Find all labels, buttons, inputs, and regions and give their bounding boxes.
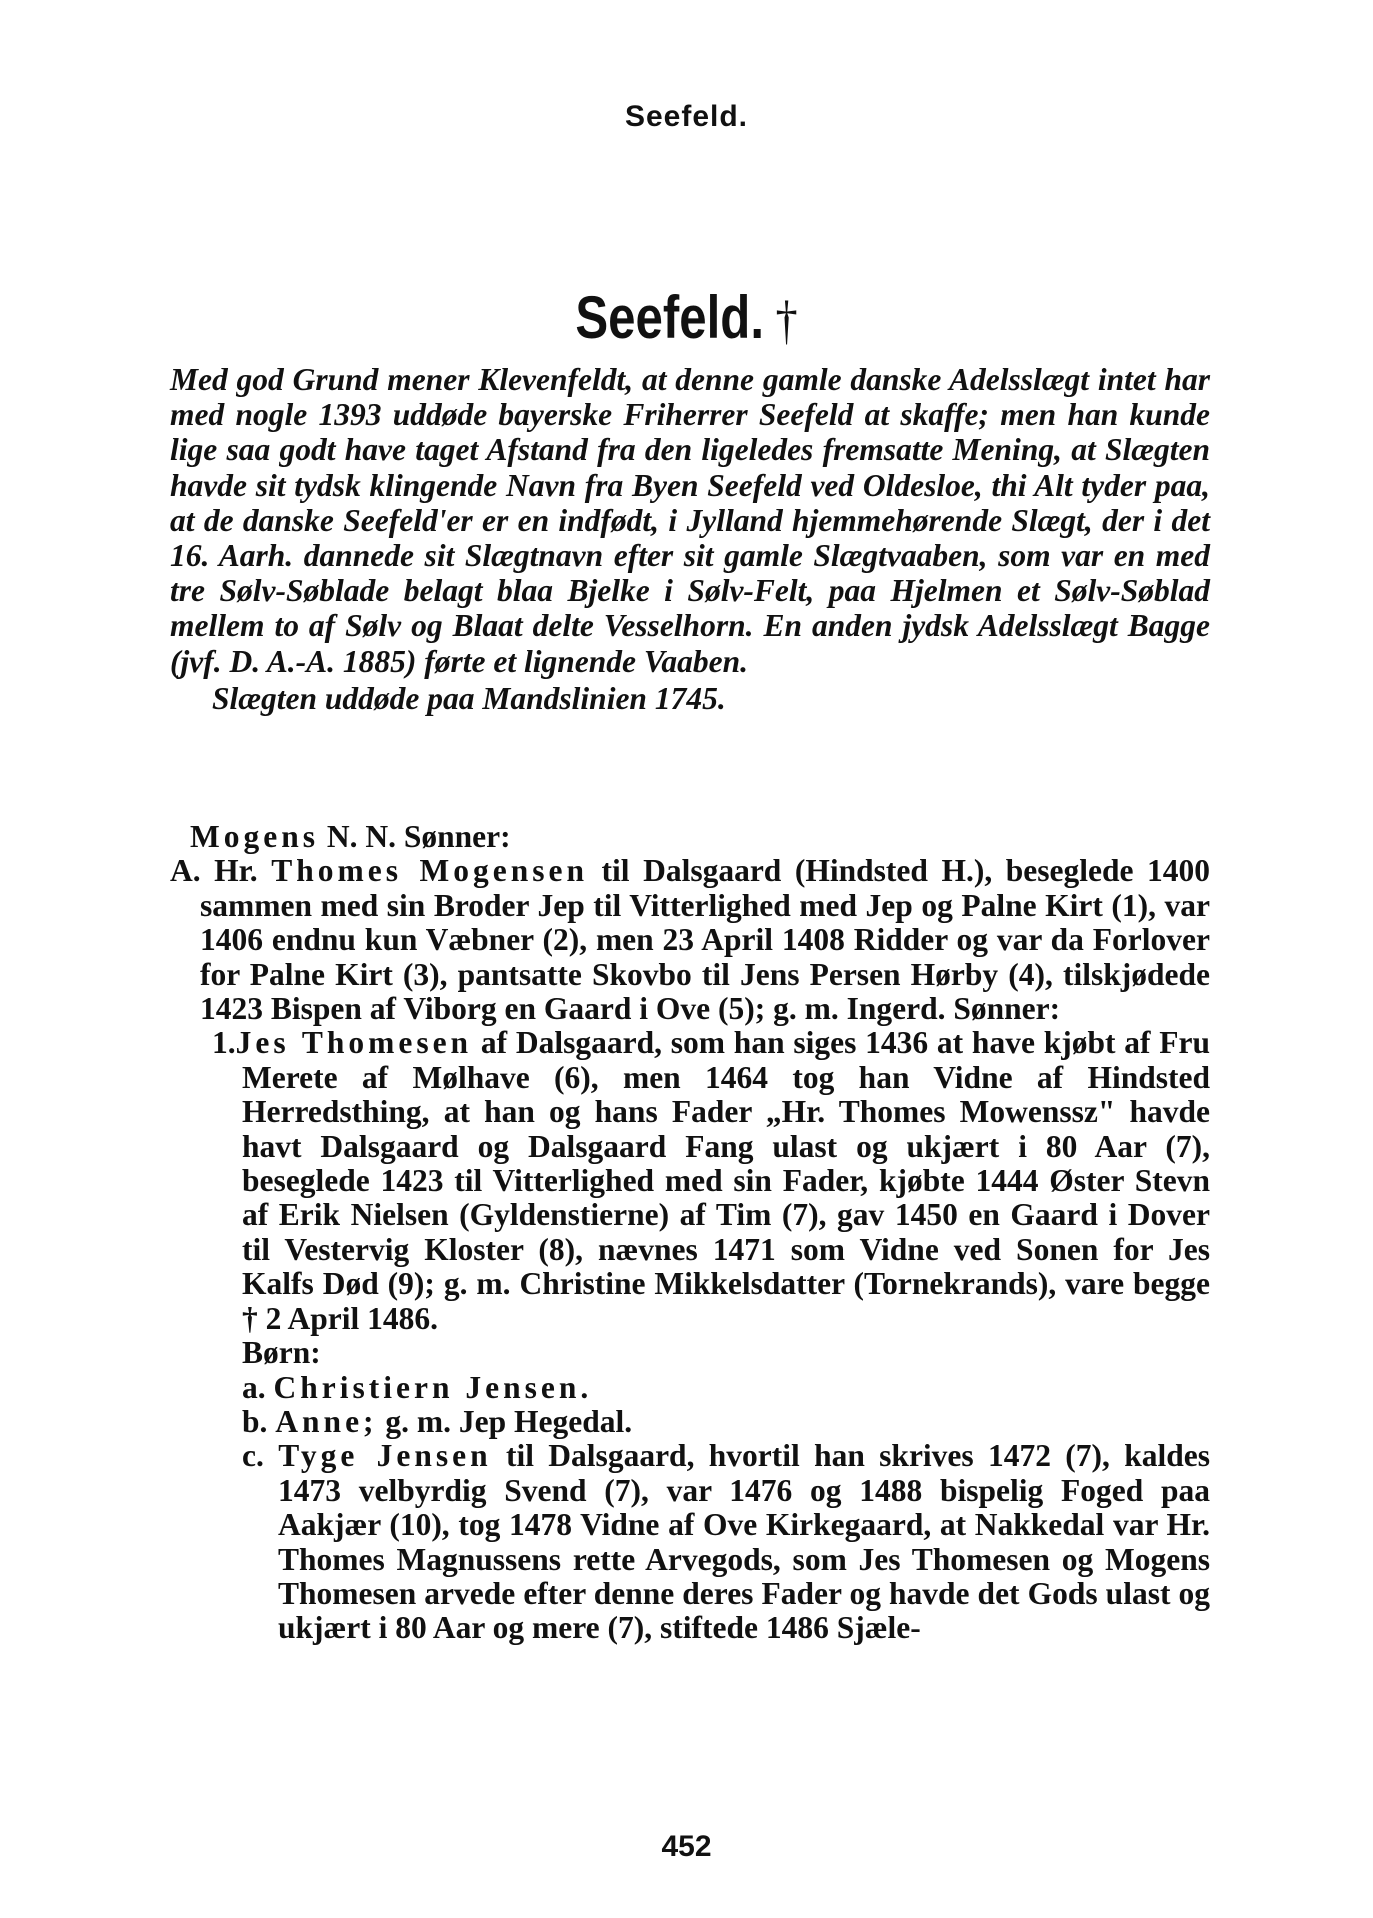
entry-a-text: til Dalsgaard (Hindsted H.), beseglede 1400 sammen med sin Broder Jep til Vitterlighed med Jep og Palne Kirt (1), var 1406 endnu kun Væbner (2), men 23 April 1408 Ridder og var da Forlover for Palne Kirt (3), pantsatte Skovbo til Jens Persen Hørby (4), tilskjødede 1423 Bispen af Viborg en Gaard i Ove (5); g. m. Ingerd. Sønner: <box>200 853 1211 1027</box>
page-number: 452 <box>661 1830 712 1863</box>
genealogy-section <box>170 820 1210 1646</box>
dagger-mark: † <box>775 290 798 350</box>
entry-a <box>170 854 1210 1026</box>
child-c-name: Tyge Jensen <box>278 1438 492 1474</box>
child-a-name: Christiern Jensen. <box>273 1369 593 1405</box>
page-title <box>124 283 1250 352</box>
child-c-text: til Dalsgaard, hvortil han skrives 1472 (7), kaldes 1473 velbyrdig Svend (7), var 1476 og 1488 bispelig Foged paa Aakjær (10), tog 1478 Vidne af Ove Kirkegaard, at Nakkedal var Hr. Thomes Magnussens rette Arvegods, som Jes Thomesen og Mogens Thomesen arvede efter denne deres Fader og havde det Gods ulast og ukjært i 80 Aar og mere (7), stiftede 1486 Sjæle- <box>278 1438 1211 1646</box>
title-text: Seefeld. <box>575 284 765 351</box>
entry-a-name: Thomes Mogensen <box>271 853 588 889</box>
entry-1-text: af Dalsgaard, som han siges 1436 at have kjøbt af Fru Merete af Mølhave (6), men 1464 tog han Vidne af Hindsted Herredsthing, at han og hans Fader „Hr. Thomes Mowenssz" havde havt Dalsgaard og Dalsgaard Fang ulast og ukjært i 80 Aar (7), beseglede 1423 til Vitterlighed med sin Fader, kjøbte 1444 Øster Stevn af Erik Nielsen (Gyldenstierne) af Tim (7), gav 1450 en Gaard i Dover til Vestervig Kloster (8), nævnes 1471 som Vidne ved Sonen for Jes Kalfs Død (9); g. m. Christine Mikkelsdatter (Tornekrands), vare begge † 2 April 1486. <box>242 1025 1210 1336</box>
child-c <box>170 1439 1210 1645</box>
child-c-label: c. <box>242 1438 264 1474</box>
intro-section <box>170 362 1210 716</box>
children-heading: Børn: <box>242 1335 321 1371</box>
extinction-note: Slægten uddøde paa Mandslinien 1745. <box>212 680 726 716</box>
child-b-name: Anne; <box>275 1403 378 1439</box>
intro-paragraph: Med god Grund mener Klevenfeldt, at denne gamle danske Adelsslægt intet har med nogle 1393 uddøde bayerske Friherrer Seefeld at skaffe; men han kunde lige saa godt have taget Afstand fra den ligeledes fremsatte Mening, at Slægten havde sit tydsk klingende Navn fra Byen Seefeld ved Oldesloe, thi Alt tyder paa, at de danske Seefeld'er er en indfødt, i Jylland hjemmehørende Slægt, der i det 16. Aarh. dannede sit Slægtnavn efter sit gamle Slægtvaaben, som var en med tre Sølv-Søblade belagt blaa Bjelke i Sølv-Felt, paa Hjelmen et Sølv-Søblad mellem to af Sølv og Blaat delte Vesselhorn. En anden jydsk Adelsslægt Bagge (jvf. D. A.-A. 1885) førte et lignende Vaaben. <box>170 362 1210 679</box>
child-b <box>170 1405 1210 1439</box>
entry-1 <box>170 1026 1210 1336</box>
child-b-text: g. m. Jep Hegedal. <box>385 1403 633 1439</box>
entry-1-label: 1. <box>212 1025 236 1061</box>
genealogy-heading <box>170 820 1210 854</box>
heading-name: Mogens <box>190 819 319 854</box>
entry-a-label: A. Hr. <box>170 853 258 889</box>
entry-1-name: Jes Thomesen <box>235 1025 473 1061</box>
child-a-label: a. <box>242 1369 266 1405</box>
child-b-label: b. <box>242 1403 268 1439</box>
running-head: Seefeld. <box>624 100 749 133</box>
heading-rest: N. N. Sønner: <box>326 819 511 854</box>
child-a <box>170 1371 1210 1405</box>
